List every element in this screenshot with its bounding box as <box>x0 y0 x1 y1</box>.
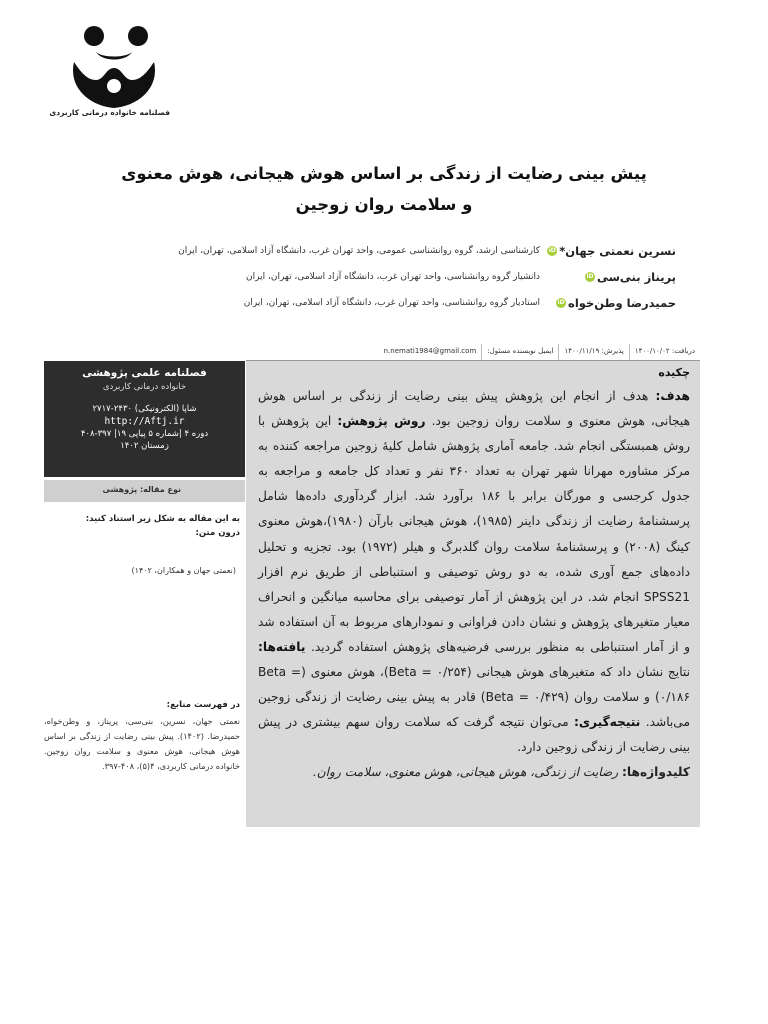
abstract-box <box>246 361 700 827</box>
keywords <box>258 760 690 784</box>
author-row <box>60 238 676 264</box>
corresponding-email[interactable]: n.nemati1984@gmail.com <box>383 347 477 355</box>
reference-text: نعمتی جهان، نسرین، بنی‌سی، پریناز، و وطن‌خواه، حمیدرضا. (۱۴۰۲). پیش بینی رضایت از زندگی بر اساس هوش هیجانی، هوش معنوی و سلامت روان زوجین. خانواده درمانی کاربردی، ۴(۵)، ۴۰۸-۳۹۷. <box>44 716 240 771</box>
journal-url-link[interactable]: http://Aftj.ir <box>104 416 185 427</box>
journal-volume: دوره ۴ |شماره ۵ پیاپی ۱۹| ۳۹۷-۴۰۸ <box>80 429 209 439</box>
journal-info-box <box>44 361 245 477</box>
author-list <box>60 238 676 316</box>
article-type: نوع مقاله: پژوهشی <box>102 485 181 494</box>
author-name-text: پریناز بنی‌سی <box>596 270 676 284</box>
author-row <box>60 290 676 316</box>
keywords-text: رضایت از زندگی، هوش هیجانی، هوش معنوی، سلامت روان. <box>312 765 623 780</box>
journal-logo-icon <box>66 22 162 122</box>
journal-subtitle: خانواده درمانی کاربردی <box>102 382 187 392</box>
orcid-icon[interactable]: iD <box>548 247 556 254</box>
article-dates-strip <box>246 344 700 361</box>
keywords-label: کلیدواژه‌ها: <box>622 765 690 780</box>
title-line-1: پیش بینی رضایت از زندگی بر اساس هوش هیجانی، هوش معنوی <box>121 164 647 183</box>
reference-heading: در فهرست منابع: <box>166 700 240 710</box>
author-name-text: حمیدرضا وطن‌خواه <box>568 296 676 310</box>
in-text-citation: (نعمتی جهان و همکاران، ۱۴۰۲) <box>131 566 236 575</box>
author-affiliation: دانشیار گروه روانشناسی، واحد تهران غرب، دانشگاه آزاد اسلامی، تهران، ایران <box>246 272 540 282</box>
author-name-text: نسرین نعمتی جهان* <box>559 244 676 258</box>
cite-heading <box>44 512 240 540</box>
email-label: ایمیل نویسنده مسئول: <box>481 344 558 360</box>
abstract-heading: چکیده <box>658 366 690 379</box>
findings-text: نتایج نشان داد که متغیرهای هوش هیجانی (Beta = ۰/۲۵۴)، هوش معنوی (Beta = ۰/۱۸۶) و سلامت روان (Beta = ۰/۴۲۹) قادر به پیش بینی رضایت از زندگی زوجین می‌باشد. <box>258 665 691 730</box>
author-affiliation: کارشناسی ارشد، گروه روانشناسی عمومی، واحد تهران غرب، دانشگاه آزاد اسلامی، تهران، ایران <box>178 246 540 256</box>
journal-title: فصلنامه علمی پژوهشی <box>82 367 207 379</box>
logo-caption: فصلنامه خانواده درمانی کاربردی <box>49 108 170 117</box>
conclusion-label: نتیجه‌گیری: <box>573 715 641 730</box>
received-date: دریافت: ۱۴۰۰/۱۰/۰۲ <box>629 344 700 360</box>
author-name <box>540 270 676 284</box>
paper-title <box>90 158 678 220</box>
goal-text: هدف از انجام این پژوهش پیش بینی رضایت از زندگی بر اساس هوش هیجانی، هوش معنوی و سلامت روان زوجین بود. <box>258 389 690 429</box>
abstract-body <box>258 384 690 760</box>
author-name <box>540 244 676 258</box>
orcid-icon[interactable]: iD <box>557 299 565 306</box>
accepted-date: پذیرش: ۱۴۰۰/۱۱/۱۹ <box>558 344 628 360</box>
author-row <box>60 264 676 290</box>
conclusion-text: می‌توان نتیجه گرفت که سلامت روان سهم بیشتری در پیش بینی رضایت از زندگی زوجین دارد. <box>258 715 690 755</box>
goal-label: هدف: <box>655 389 690 403</box>
article-type-bar <box>44 480 245 502</box>
method-text: این پژوهش با روش همبستگی انجام شد. جامعه آماری پژوهش شامل کلیهٔ زوجین مراجعه کننده به مرکز مشاوره مهرانا شهر تهران به تعداد ۳۶۰ نفر و تعداد کل جامعه و مراجعه به جدول کرجسی و مورگان برابر با ۱۸۶ برآورد شد. ابزار گردآوری داده‌ها شامل پرسشنامهٔ رضایت از زندگی داینر (۱۹۸۵)، هوش هیجانی بارآن (۱۹۸۰)،هوش معنوی کینگ (۲۰۰۸) و پرسشنامهٔ سلامت روان گلدبرگ و هیلر (۱۹۷۲) بود. تجزیه و تحلیل داده‌های جمع آوری شده، به دو روش توصیفی و استنباطی از طریق نرم افزار SPSS21 انجام شد. در این پژوهش از آمار توصیفی برای محاسبه میانگین و انحراف معیار متغیرهای پژوهش و نشان دادن فراوانی و نمودارهای مربوط به آن استفاده شد و از آمار استنباطی به منظور بررسی فرضیه‌های پژوهش استفاده گردید. <box>258 414 690 654</box>
title-line-2: و سلامت روان زوجین <box>295 195 473 214</box>
orcid-icon[interactable]: iD <box>586 273 594 280</box>
journal-issn: شاپا (الکترونیکی) ۲۴۳۰-۲۷۱۷ <box>92 404 197 414</box>
author-name <box>540 296 676 310</box>
journal-season: زمستان ۱۴۰۲ <box>120 441 169 451</box>
cite-instruction: به این مقاله به شکل زیر استناد کنید: <box>85 514 240 524</box>
findings-label: یافته‌ها: <box>258 639 306 654</box>
method-label: روش پژوهش: <box>337 414 426 429</box>
in-text-label: درون متن: <box>195 528 240 538</box>
author-affiliation: استادیار گروه روانشناسی، واحد تهران غرب، دانشگاه آزاد اسلامی، تهران، ایران <box>243 298 540 308</box>
